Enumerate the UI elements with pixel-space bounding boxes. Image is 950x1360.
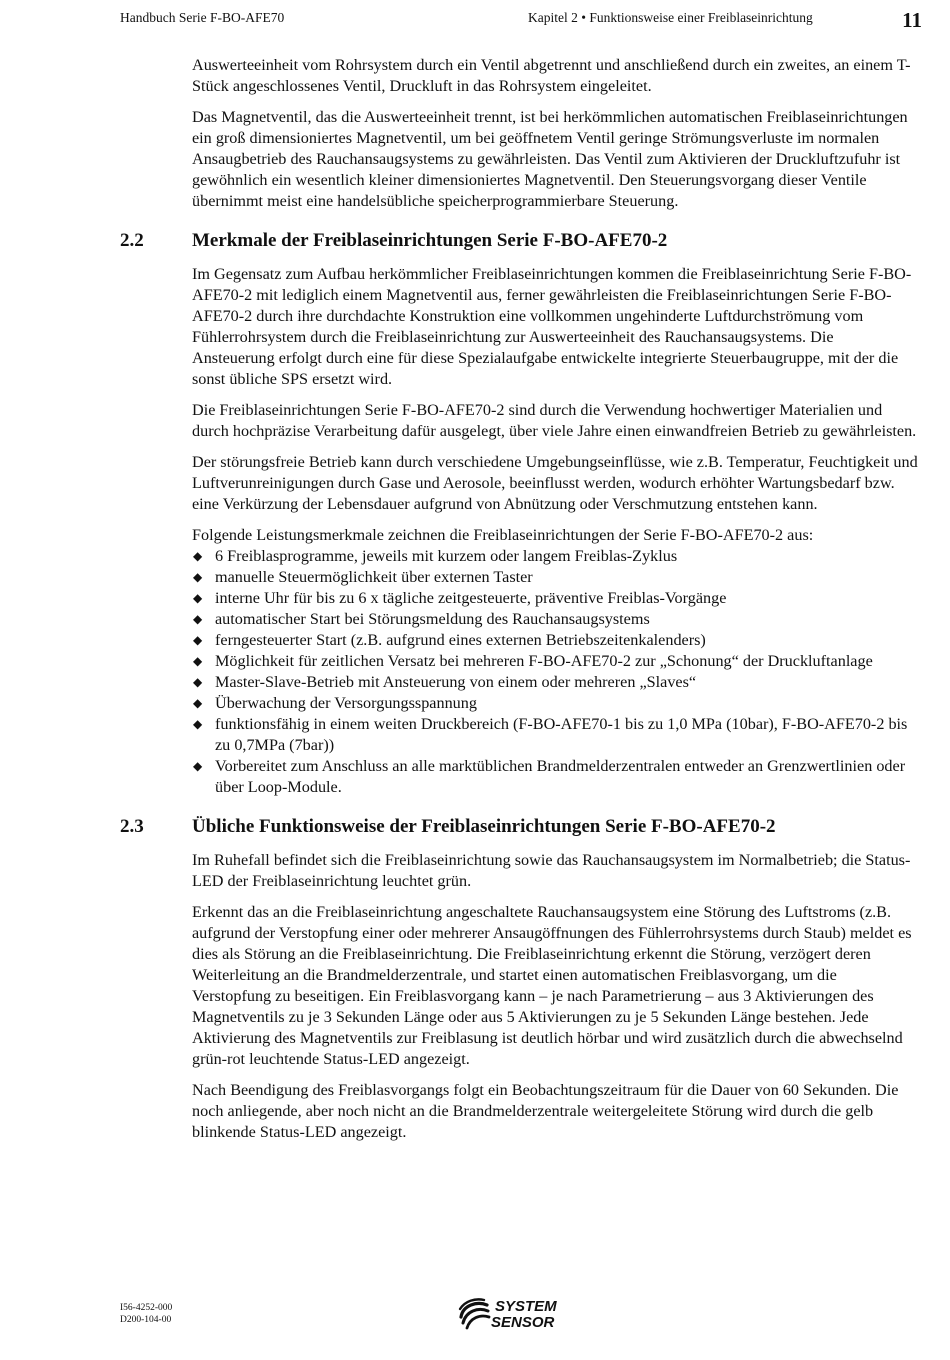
page-content (120, 55, 920, 1153)
doc-code: I56-4252-000 (120, 1303, 173, 1313)
diamond-bullet-icon: ◆ (193, 633, 203, 647)
body-paragraph: Im Ruhefall befindet sich die Freiblaseinrichtung sowie das Rauchansaugsystem im Normalbetrieb; die Status-LED der Freiblaseinrichtung leuchtet grün. (192, 851, 911, 890)
feature-item (192, 693, 918, 714)
chapter-label: Kapitel 2 • Funktionsweise einer Freiblaseinrichtung (528, 10, 813, 25)
feature-text: automatischer Start bei Störungsmeldung des Rauchansaugsystems (215, 610, 650, 628)
intro-paragraph: Das Magnetventil, das die Auswerteeinheit trennt, ist bei herkömmlichen automatischen Freiblaseinrichtungen ein groß dimensioniertes Magnetventil, um bei geöffnetem Ventil geringe Strömungsverluste im normalen Ansaugbetrieb des Rauchansaugsystems zu gewährleisten. Das Ventil zum Aktivieren der Druckluftzufuhr ist gewöhnlich ein wesentlich kleiner dimensioniertes Magnetventil. Den Steuerungsvorgang dieser Ventile übernimmt meist eine handelsübliche speicherprogrammierbare Steuerung. (192, 108, 908, 210)
diamond-bullet-icon: ◆ (193, 696, 203, 710)
feature-item (192, 546, 918, 567)
running-header (120, 10, 922, 32)
intro-block (192, 55, 918, 212)
logo-swirl-icon (460, 1299, 489, 1328)
feature-item (192, 588, 918, 609)
diamond-bullet-icon: ◆ (193, 759, 203, 773)
logo-text-system: SYSTEM (495, 1298, 557, 1315)
body-paragraph: Der störungsfreie Betrieb kann durch verschiedene Umgebungseinflüsse, wie z.B. Temperatur, Feuchtigkeit und Luftverunreinigungen durch Gase und Aerosole, beeinflusst werden, wodurch erhöhter Wartungsbedarf bzw. eine Verkürzung der Lebensdauer aufgrund von Abnützung oder Verschmutzung entstehen kann. (192, 453, 918, 513)
section-title: Übliche Funktionsweise der Freiblaseinrichtungen Serie F-BO-AFE70-2 (192, 816, 776, 837)
body-paragraph: Im Gegensatz zum Aufbau herkömmlicher Freiblaseinrichtungen kommen die Freiblaseinrichtung Serie F-BO-AFE70-2 mit lediglich einem Magnetventil aus, ferner gewährleisten die Freiblaseinrichtungen Serie F-BO-AFE70-2 durch ihre durchdachte Konstruktion eine vollkommen ungehinderte Luftdurchströmung vom Fühlerrohrsystem durch die Freiblaseinrichtung zur Auswerteeinheit des Rauchansaugsystems. Die Ansteuerung erfolgt durch eine für diese Spezialaufgabe entwickelte integrierte Steuerbaugruppe, mit der die sonst übliche SPS ersetzt wird. (192, 265, 912, 388)
page-number: 11 (902, 8, 922, 32)
feature-list (192, 546, 918, 798)
feature-item (192, 756, 918, 798)
manual-title: Handbuch Serie F-BO-AFE70 (120, 10, 285, 25)
section-number: 2.2 (120, 230, 144, 251)
feature-text: manuelle Steuermöglichkeit über externen Taster (215, 568, 533, 586)
document-codes (120, 1302, 172, 1326)
diamond-bullet-icon: ◆ (193, 549, 203, 563)
diamond-bullet-icon: ◆ (193, 612, 203, 626)
diamond-bullet-icon: ◆ (193, 654, 203, 668)
diamond-bullet-icon: ◆ (193, 675, 203, 689)
diamond-bullet-icon: ◆ (193, 591, 203, 605)
feature-text: 6 Freiblasprogramme, jeweils mit kurzem oder langem Freiblas-Zyklus (215, 547, 678, 565)
section-2-2-body (192, 264, 918, 798)
logo-text-sensor: SENSOR (491, 1314, 555, 1331)
feature-text: Master-Slave-Betrieb mit Ansteuerung von einem oder mehreren „Slaves“ (215, 673, 697, 691)
body-paragraph: Folgende Leistungsmerkmale zeichnen die Freiblaseinrichtungen der Serie F-BO-AFE70-2 aus: (192, 526, 814, 544)
feature-text: Möglichkeit für zeitlichen Versatz bei mehreren F-BO-AFE70-2 zur „Schonung“ der Druckluftanlage (215, 652, 873, 670)
feature-item (192, 630, 918, 651)
feature-item (192, 651, 918, 672)
diamond-bullet-icon: ◆ (193, 570, 203, 584)
section-number: 2.3 (120, 816, 144, 837)
doc-code: D200-104-00 (120, 1315, 172, 1325)
body-paragraph: Die Freiblaseinrichtungen Serie F-BO-AFE70-2 sind durch die Verwendung hochwertiger Materialien und durch hochpräzise Verarbeitung dafür ausgelegt, über viele Jahre einen einwandfreien Betrieb zu gewährleisten. (192, 401, 917, 440)
feature-item (192, 672, 918, 693)
diamond-bullet-icon: ◆ (193, 717, 203, 731)
feature-text: funktionsfähig in einem weiten Druckbereich (F-BO-AFE70-1 bis zu 1,0 MPa (10bar), F-BO-AFE70-2 bis zu 0,7MPa (7bar)) (215, 715, 908, 754)
section-heading-2-2 (120, 230, 920, 252)
section-heading-2-3 (120, 816, 920, 838)
body-paragraph: Nach Beendigung des Freiblasvorgangs folgt ein Beobachtungszeitraum für die Dauer von 60 Sekunden. Die noch anliegende, aber noch nicht an die Brandmelderzentrale weitergeleitete Störung wird durch die gelb blinkende Status-LED angezeigt. (192, 1081, 899, 1141)
feature-item (192, 609, 918, 630)
system-sensor-logo (457, 1295, 587, 1331)
feature-text: Überwachung der Versorgungsspannung (215, 694, 477, 712)
body-paragraph: Erkennt das an die Freiblaseinrichtung angeschaltete Rauchansaugsystem eine Störung des Luftstroms (z.B. aufgrund der Verstopfung einer oder mehrerer Ansaugöffnungen des Fühlerrohrsystems durch Staub) meldet es dies als Störung an die Freiblaseinrichtung. Die Freiblaseinrichtung erkennt die Störung, verzögert deren Weiterleitung an die Brandmelderzentrale, und startet einen automatischen Freiblasvorgang, um die Verstopfung zu beseitigen. Ein Freiblasvorgang kann – je nach Parametrierung – aus 3 Aktivierungen des Magnetventils zu je 3 Sekunden Länge oder aus 5 Aktivierungen zu je 5 Sekunden Länge bestehen. Jede Aktivierung des Magnetventils zur Freiblasung ist deutlich hörbar und wird zusätzlich durch die abwechselnd grün-rot leuchtende Status-LED angezeigt. (192, 903, 912, 1068)
feature-text: interne Uhr für bis zu 6 x tägliche zeitgesteuerte, präventive Freiblas-Vorgänge (215, 589, 727, 607)
section-title: Merkmale der Freiblaseinrichtungen Serie F-BO-AFE70-2 (192, 230, 668, 251)
feature-item (192, 567, 918, 588)
feature-item (192, 714, 918, 756)
feature-text: Vorbereitet zum Anschluss an alle marktüblichen Brandmelderzentralen entweder an Grenzwertlinien oder über Loop-Module. (215, 757, 906, 796)
feature-text: ferngesteuerter Start (z.B. aufgrund eines externen Betriebszeitenkalenders) (215, 631, 706, 649)
intro-paragraph: Auswerteeinheit vom Rohrsystem durch ein Ventil abgetrennt und anschließend durch ein zweites, an einem T-Stück angeschlossenes Ventil, Druckluft in das Rohrsystem eingeleitet. (192, 56, 911, 95)
section-2-3-body (192, 850, 918, 1143)
